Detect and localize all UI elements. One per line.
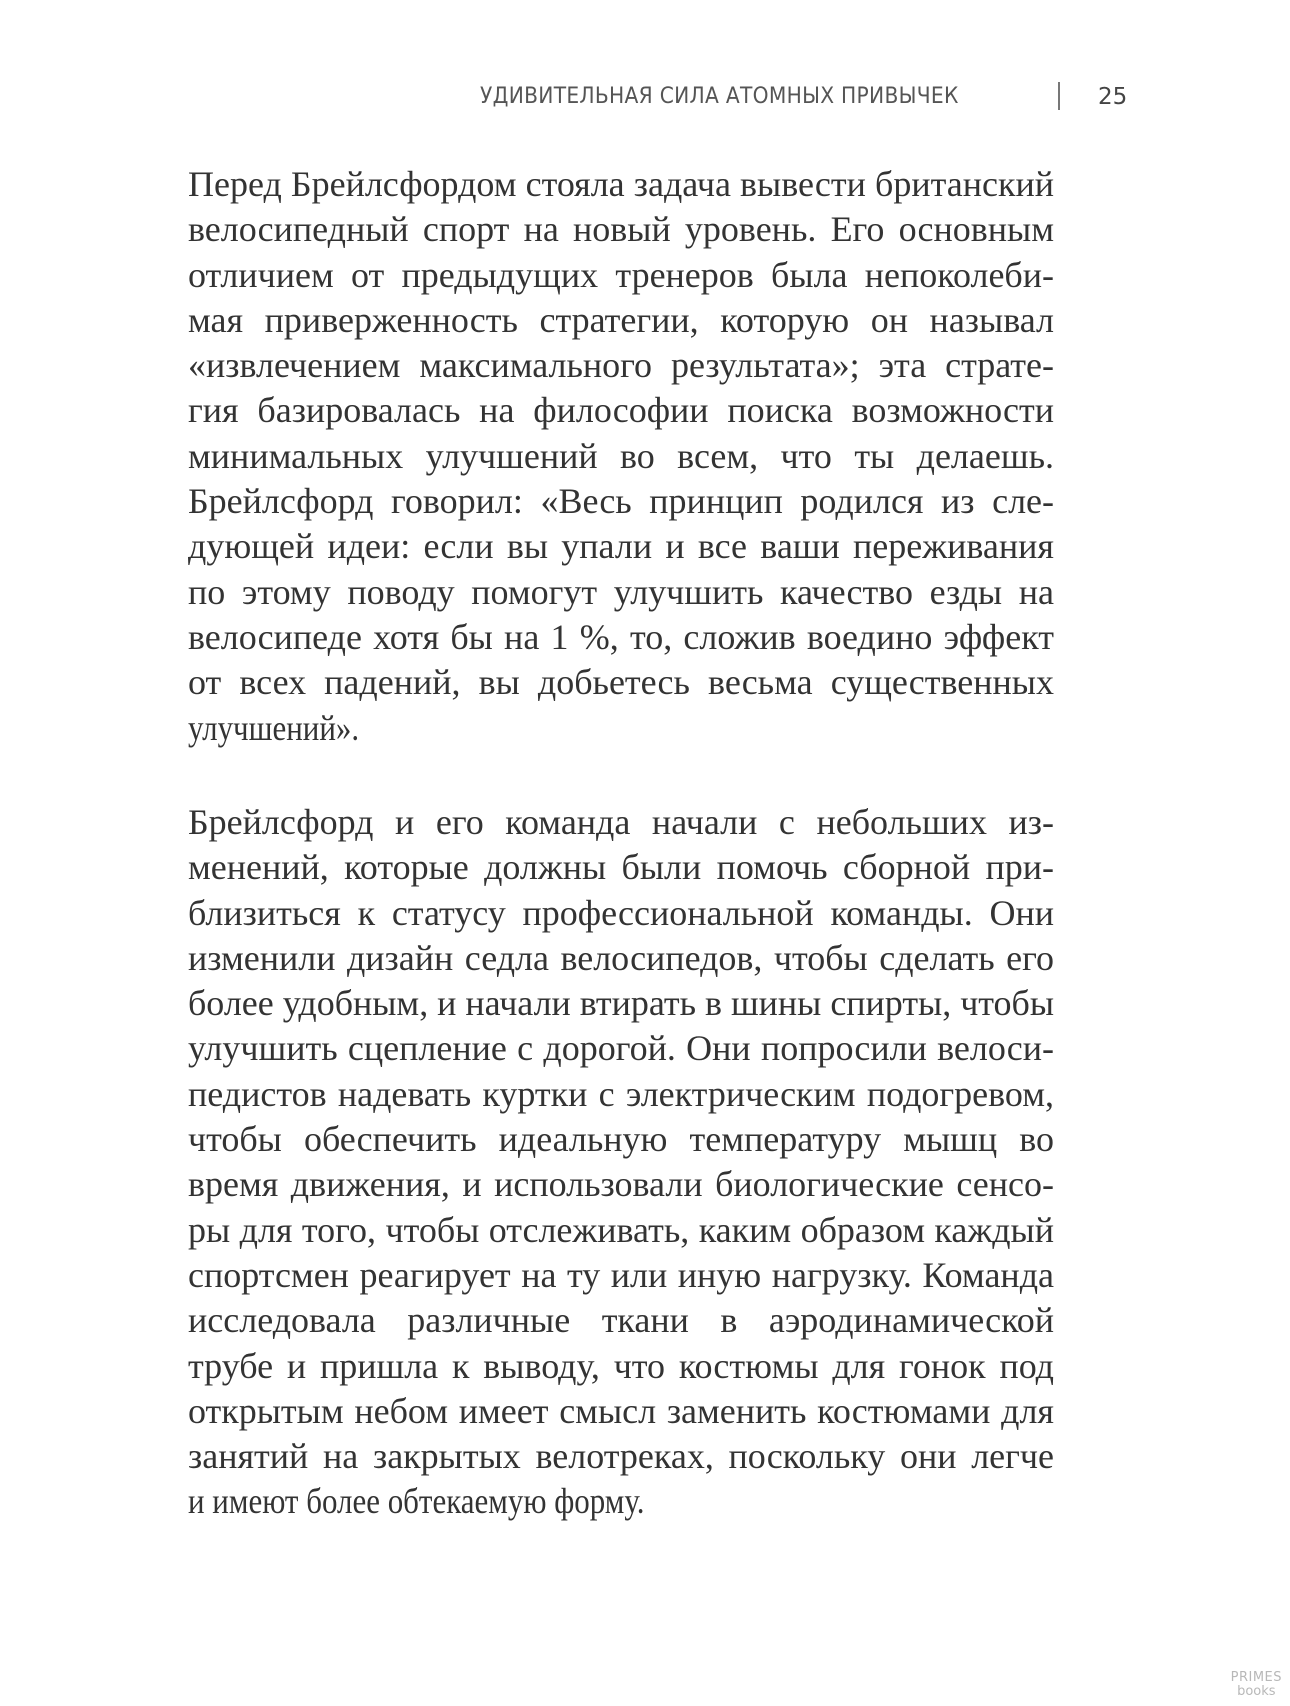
text-line: минимальных улучшений во всем, что ты делаешь. [188,435,1054,476]
text-line: педистов надевать куртки с электрическим подогревом, [188,1073,1054,1114]
text-line: и имеют более обтекаемую форму. [188,1481,645,1522]
watermark-sub: books [1237,1684,1276,1699]
running-header [480,78,1140,118]
text-line: занятий на закрытых велотреках, поскольку они легче [188,1436,1054,1477]
text-line: отличием от предыдущих тренеров была непоколеби- [188,254,1054,295]
text-line: спортсмен реагирует на ту или иную нагрузку. Команда [188,1254,1054,1295]
text-line: велосипеде хотя бы на 1 %, то, сложив воедино эффект [188,616,1054,657]
text-line: Брейлсфорд говорил: «Весь принцип родился из сле- [188,481,1054,522]
text-line: более удобным, и начали втирать в шины спирты, чтобы [188,983,1054,1024]
text-line: время движения, и использовали биологические сенсо- [188,1164,1054,1205]
text-line: велосипедный спорт на новый уровень. Его основным [188,209,1054,250]
watermark-brand: PRIMES [1230,1670,1282,1685]
paragraph [188,162,1054,751]
text-line: мая приверженность стратегии, которую он называл [188,299,1054,340]
paragraph [188,800,1054,1525]
text-line: трубе и пришла к выводу, что костюмы для гонок под [188,1345,1054,1386]
text-line: чтобы обеспечить идеальную температуру мышц во [188,1119,1054,1160]
text-line: открытым небом имеет смысл заменить костюмами для [188,1390,1054,1431]
header-divider [1058,82,1060,110]
text-line: Перед Брейлсфордом стояла задача вывести британский [188,164,1054,204]
text-line: «извлечением максимального результата»; эта страте- [188,345,1054,386]
text-line: ры для того, чтобы отслеживать, каким образом каждый [188,1209,1054,1250]
text-line: дующей идеи: если вы упали и все ваши переживания [188,526,1054,567]
text-line: близиться к статусу профессиональной команды. Они [188,892,1054,933]
text-line: по этому поводу помогут улучшить качество езды на [188,571,1054,612]
text-line: менений, которые должны были помочь сборной при- [188,847,1054,888]
running-title: УДИВИТЕЛЬНАЯ СИЛА АТОМНЫХ ПРИВЫЧЕК [480,84,959,109]
text-line: Брейлсфорд и его команда начали с небольших из- [188,802,1054,842]
text-line: исследовала различные ткани в аэродинамической [188,1300,1054,1341]
text-line: улучшить сцепление с дорогой. Они попросили велоси- [188,1028,1054,1069]
text-line: от всех падений, вы добьетесь весьма существенных [188,662,1054,703]
text-line: изменили дизайн седла велосипедов, чтобы сделать его [188,937,1054,978]
text-line: улучшений». [188,707,360,748]
publisher-watermark [1231,1671,1282,1698]
page-number: 25 [1098,84,1128,110]
text-line: гия базировалась на философии поиска возможности [188,390,1054,431]
